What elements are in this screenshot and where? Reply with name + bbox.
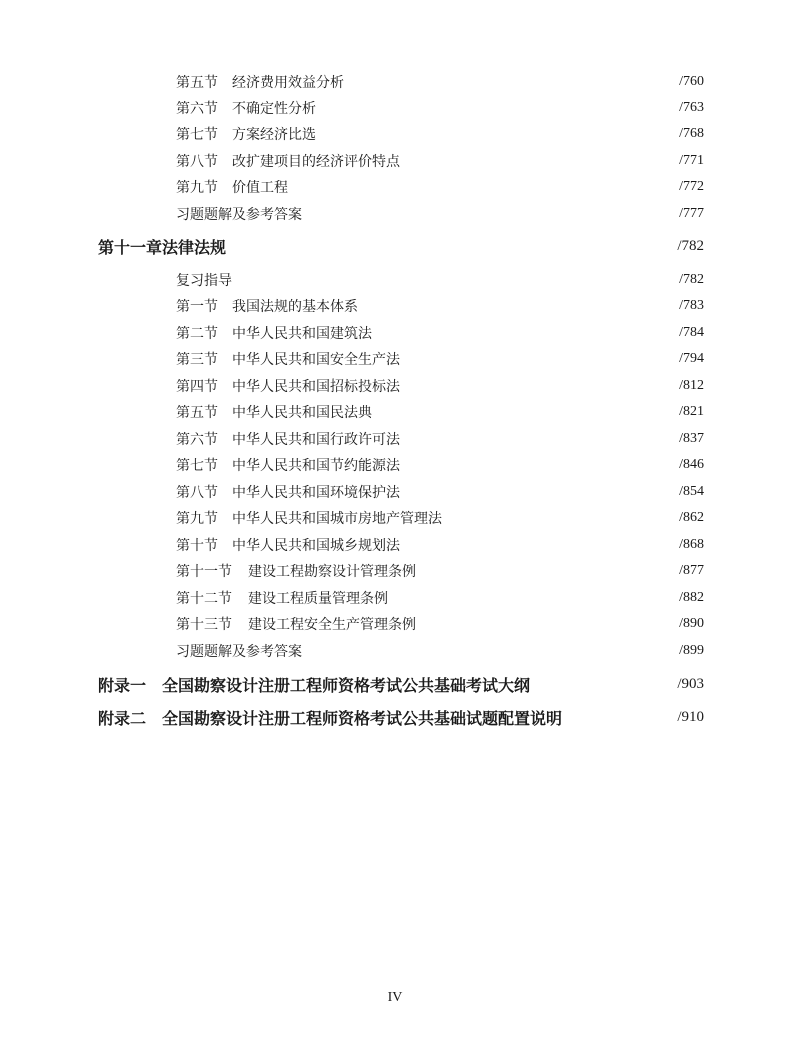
toc-entry-review-guide[interactable] [176,269,704,291]
toc-entry-page: /890 [679,616,704,631]
toc-entry-section[interactable] [176,295,704,317]
toc-entry-page: /771 [679,153,704,168]
toc-chapter-title: 法律法规 [162,237,227,257]
page-number: IV [387,990,403,1005]
toc-entry-number: 第十三节 [176,617,232,633]
toc-entry-page: /837 [679,431,704,446]
toc-appendix-number: 附录一 [98,675,147,695]
toc-entry-number: 第五节 [176,75,218,91]
toc-entry-title: 中华人民共和国建筑法 [232,326,372,342]
toc-entry-number: 第十节 [176,538,218,554]
toc-entry-exercises[interactable] [176,203,704,225]
toc-entry-page: /777 [679,206,704,221]
toc-entry-page: /821 [679,404,704,419]
toc-entry-section[interactable] [176,507,704,529]
toc-entry-page: /763 [679,100,704,115]
toc-entry-section[interactable] [176,71,704,93]
toc-entry-page: /782 [679,272,704,287]
toc-entry-page: /868 [679,537,704,552]
toc-entry-number: 第十一节 [176,564,232,580]
toc-entry-number: 第九节 [176,180,218,196]
toc-entry-title: 我国法规的基本体系 [232,299,358,315]
toc-entry-number: 第九节 [176,511,218,527]
toc-entry-title: 改扩建项目的经济评价特点 [232,154,400,170]
toc-appendix-number: 附录二 [98,708,147,728]
toc-appendix-title: 全国勘察设计注册工程师资格考试公共基础试题配置说明 [162,708,563,728]
toc-entry-number: 第十二节 [176,591,232,607]
toc-chapter-number: 第十一章 [98,237,163,257]
toc-chapter-page: /782 [677,237,704,254]
toc-entry-section[interactable] [176,401,704,423]
toc-appendix-title: 全国勘察设计注册工程师资格考试公共基础考试大纲 [162,675,531,695]
toc-entry-section[interactable] [176,428,704,450]
toc-entry-number: 第五节 [176,405,218,421]
toc-entry-title: 中华人民共和国招标投标法 [232,379,400,395]
toc-entry-section[interactable] [176,481,704,503]
toc-entry-number: 第六节 [176,432,218,448]
toc-entry-title: 建设工程质量管理条例 [248,591,388,607]
toc-entry-exercises[interactable] [176,640,704,662]
toc-entry-section[interactable] [176,613,704,635]
toc-entry-title: 中华人民共和国节约能源法 [232,458,400,474]
toc-entry-page: /854 [679,484,704,499]
toc-entry-appendix[interactable] [98,706,704,728]
toc-entry-section[interactable] [176,322,704,344]
toc-entry-section[interactable] [176,176,704,198]
toc-entry-title: 方案经济比选 [232,127,316,143]
toc-entry-appendix[interactable] [98,673,704,695]
toc-entry-number: 第六节 [176,101,218,117]
toc-entry-page: /846 [679,457,704,472]
toc-entry-number: 第一节 [176,299,218,315]
toc-entry-title: 中华人民共和国环境保护法 [232,485,400,501]
toc-entry-page: /899 [679,643,704,658]
toc-entry-title: 中华人民共和国行政许可法 [232,432,400,448]
toc-entry-section[interactable] [176,375,704,397]
toc-entry-section[interactable] [176,454,704,476]
toc-entry-page: /760 [679,74,704,89]
toc-entry-title: 复习指导 [176,273,232,289]
toc-entry-section[interactable] [176,560,704,582]
toc-entry-title: 不确定性分析 [232,101,316,117]
toc-entry-number: 第七节 [176,127,218,143]
toc-entry-title: 习题题解及参考答案 [176,644,302,660]
toc-entry-title: 经济费用效益分析 [232,75,344,91]
toc-entry-page: /783 [679,298,704,313]
toc-appendix-page: /910 [677,708,704,725]
toc-entry-title: 习题题解及参考答案 [176,207,302,223]
toc-entry-page: /784 [679,325,704,340]
toc-entry-number: 第七节 [176,458,218,474]
toc-entry-title: 中华人民共和国安全生产法 [232,352,400,368]
toc-entry-number: 第八节 [176,485,218,501]
toc-entry-number: 第四节 [176,379,218,395]
toc-entry-section[interactable] [176,97,704,119]
toc-entry-title: 中华人民共和国民法典 [232,405,372,421]
toc-entry-page: /862 [679,510,704,525]
toc-entry-page: /882 [679,590,704,605]
toc-entry-title: 建设工程安全生产管理条例 [248,617,416,633]
toc-entry-number: 第三节 [176,352,218,368]
toc-entry-section[interactable] [176,587,704,609]
toc-entry-page: /768 [679,126,704,141]
toc-entry-chapter[interactable] [98,235,704,257]
toc-entry-number: 第二节 [176,326,218,342]
toc-entry-section[interactable] [176,150,704,172]
toc-appendix-page: /903 [677,675,704,692]
toc-entry-page: /772 [679,179,704,194]
toc-entry-title: 建设工程勘察设计管理条例 [248,564,416,580]
toc-entry-page: /877 [679,563,704,578]
toc-entry-title: 价值工程 [232,180,288,196]
toc-entry-page: /794 [679,351,704,366]
toc-entry-section[interactable] [176,123,704,145]
toc-entry-title: 中华人民共和国城市房地产管理法 [232,511,442,527]
toc-entry-section[interactable] [176,348,704,370]
toc-entry-number: 第八节 [176,154,218,170]
toc-entry-title: 中华人民共和国城乡规划法 [232,538,400,554]
toc-entry-page: /812 [679,378,704,393]
toc-entry-section[interactable] [176,534,704,556]
